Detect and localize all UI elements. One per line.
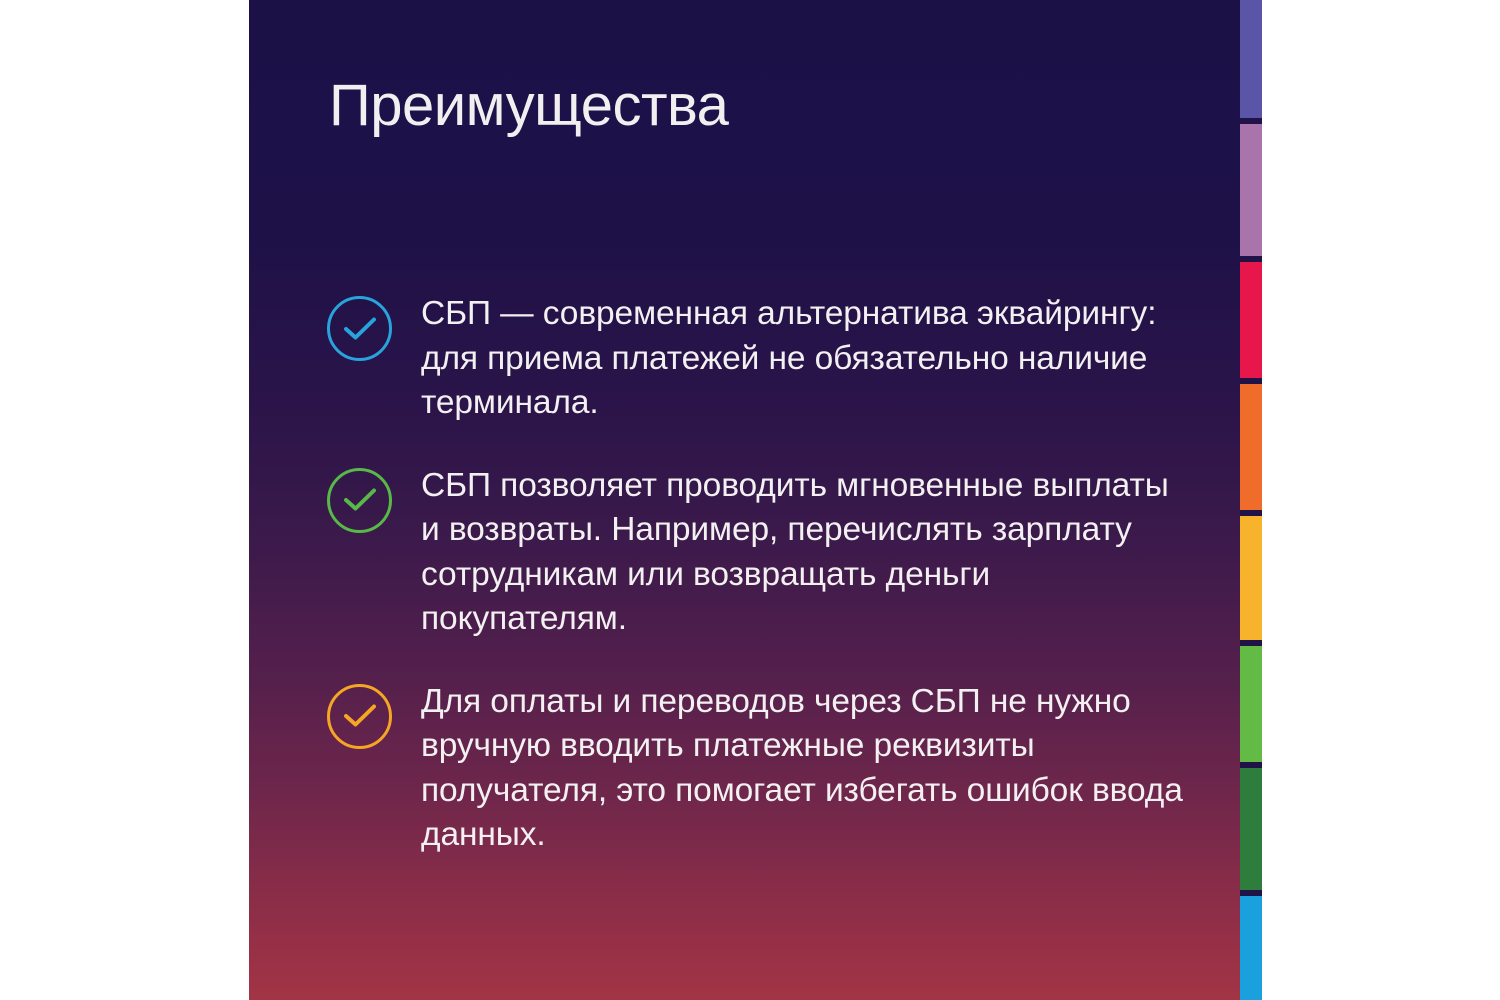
color-strip-segment bbox=[1240, 516, 1262, 640]
check-circle-icon bbox=[327, 468, 392, 533]
benefits-list bbox=[327, 292, 1187, 858]
color-strip-segment bbox=[1240, 646, 1262, 762]
list-item-text: СБП — современная альтернатива эквайрингу: для приема платежей не обязательно наличие терминала. bbox=[421, 295, 1157, 422]
slide-panel bbox=[249, 0, 1240, 1000]
list-item-text: Для оплаты и переводов через СБП не нужно вручную вводить платежные реквизиты получателя, это помогает избегать ошибок ввода данных. bbox=[421, 682, 1183, 854]
list-item bbox=[327, 464, 1187, 642]
color-strip bbox=[1240, 0, 1262, 1000]
list-item-text: СБП позволяет проводить мгновенные выплаты и возвраты. Например, перечислять зарплату сотрудникам или возвращать деньги покупателям. bbox=[421, 466, 1169, 638]
color-strip-segment bbox=[1240, 0, 1262, 118]
list-item bbox=[327, 680, 1187, 858]
page-title: Преимущества bbox=[329, 73, 729, 138]
color-strip-segment bbox=[1240, 262, 1262, 378]
color-strip-segment bbox=[1240, 124, 1262, 256]
check-circle-icon bbox=[327, 684, 392, 749]
color-strip-segment bbox=[1240, 384, 1262, 510]
check-circle-icon bbox=[327, 296, 392, 361]
color-strip-segment bbox=[1240, 896, 1262, 1000]
color-strip-segment bbox=[1240, 768, 1262, 890]
list-item bbox=[327, 292, 1187, 426]
